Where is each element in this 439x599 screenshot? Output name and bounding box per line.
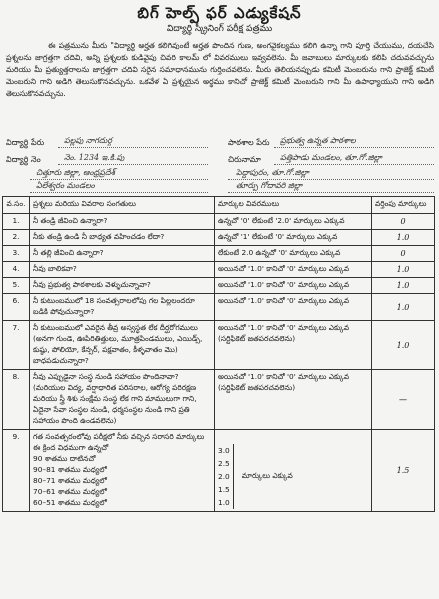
student-name-label: విద్యార్థి పేరు [6, 138, 45, 147]
row-marks-detail: లేకుంటే 2.0 ఉన్నచో '0' మార్కులు ఎక్కువ [215, 246, 372, 262]
grade-line: 70–61 శాతము మధ్యలో [33, 487, 107, 496]
page-subtitle: విద్యార్థి స్క్రీనింగ్ పరీక్ష పత్రము [166, 24, 273, 34]
row-score[interactable]: 0 [372, 214, 435, 230]
grade-line: 80–71 శాతము మధ్యలో [33, 476, 107, 485]
school-name-value[interactable]: ప్రభుత్వ ఉన్నత పాఠశాల [280, 136, 356, 145]
scale-label: మార్కులు ఎక్కువ [241, 471, 293, 480]
row-number: 6. [3, 294, 30, 321]
row-marks-detail [215, 430, 372, 512]
row-question: నీకు తండ్రి ఉండి నీ బాధ్యత వహించడం లేదా? [30, 230, 215, 246]
table-row [3, 294, 435, 321]
row-score[interactable]: 1.0 [372, 230, 435, 246]
row-score[interactable]: 0 [372, 246, 435, 262]
row-number: 5. [3, 278, 30, 294]
row9-intro: గత సంవత్సరంలోవు పరీక్షలో నీకు వచ్చిన సరాసరి మార్కులు ఈ క్రింద విధముగా ఉన్నచో [33, 432, 205, 452]
marks-scale [218, 444, 368, 509]
row-number: 7. [3, 321, 30, 370]
table-row [3, 230, 435, 246]
row-question: నీవు ఎప్పుడైనా సంస్థ నుండి సహాయం పొందినావా? (మరియుల విద్య, వర్షాధారిత పరిసరాల, ఆరోగ్య పరిరక్షణ మరియు స్త్రీ శిశు సంక్షేమ సంస్థ లేక గాని మాములుగా గాని, ఏదైనా సేవా సంస్థల నుండి, ధర్మసంస్థల నుండి గాని ప్రతి సహాయం పొంది ఉండవలెను) [30, 370, 215, 430]
row-number: 3. [3, 246, 30, 262]
row-number: 9. [3, 430, 30, 512]
col-header-question: ప్రశ్నలు మరియు వివరాల సంగతులు [30, 197, 215, 214]
row-score[interactable]: 1.5 [372, 430, 435, 512]
table-row [3, 214, 435, 230]
col-header-marks-detail: మార్కుల వివరములు [215, 197, 372, 214]
row-marks-text: అయినచో '1.0' కానిచో '0' మార్కులు ఎక్కువ [218, 372, 350, 381]
row-score[interactable]: — [372, 370, 435, 430]
row-number: 2. [3, 230, 30, 246]
table-header-row [3, 197, 435, 214]
row-marks-detail: ఉన్నచో '0' లేకుంటే '2.0' మార్కులు ఎక్కువ [215, 214, 372, 230]
row-marks-note: (సర్టిఫికెట్ జతపరచవలెను) [218, 334, 296, 343]
row-question: నీ కుటుంబములో ఎవరైన తీవ్ర అస్వస్థత లేక దీర్ఘరోగములు (అనగా గుండె, ఊపిరితిత్తులు, మూత్రపిండములు, ఎయిడ్స్, కుష్ఠు, పోలియో, కేన్సర్, పక్షవాతం, కీళ్ళవాతం మొ) బాధపడుచున్నారా? [30, 321, 215, 370]
row-question: నీ తల్లి జీవించి ఉన్నారా? [30, 246, 215, 262]
address-line-4b[interactable]: తూర్పు గోదావరి జిల్లా [236, 181, 303, 190]
row-question: నీవు బాలికవా? [30, 262, 215, 278]
row-score[interactable]: 1.0 [372, 278, 435, 294]
row-question: నీవు ప్రభుత్వ పాఠశాలకు వెళ్ళుచున్నావా? [30, 278, 215, 294]
form-row-names [6, 138, 434, 154]
row-score[interactable]: 1.0 [372, 321, 435, 370]
row-marks-detail: అయినచో '1.0' కానిచో '0' మార్కులు ఎక్కువ [215, 278, 372, 294]
school-name-label: పాఠశాల పేరు [228, 138, 270, 147]
table-row [3, 370, 435, 430]
student-name-value[interactable]: పల్లపు నాగదుర్గ [64, 136, 113, 145]
scale-values: 3.0 2.5 2.0 1.5 1.0 [218, 444, 234, 509]
grade-line: 60–51 శాతము మధ్యలో [33, 498, 107, 507]
student-no-label: విద్యార్థి నెం [6, 155, 41, 164]
row-marks-detail [215, 370, 372, 430]
grade-line: 90–81 శాతము మధ్యలో [33, 465, 107, 474]
row-marks-detail [215, 321, 372, 370]
row-number: 1. [3, 214, 30, 230]
address-line-3b[interactable]: పెద్దాపురం, తూ.గో.జిల్లా [236, 168, 309, 177]
row-marks-detail: ఉన్నచో '1' లేకుంటే '0' మార్కులు ఎక్కువ [215, 230, 372, 246]
row-question: నీ కుటుంబములో 18 సంవత్సరాలలోపు గల పిల్లలందరూ బడికి పోవుచున్నారా? [30, 294, 215, 321]
table-row [3, 278, 435, 294]
col-header-marks: వర్తింపు మార్కులు [372, 197, 435, 214]
instructions-paragraph: ఈ పత్రమును మీరు "విద్యార్థి అర్హత కలిగివుంటే అర్హత పొందిన గుణ, అంగవైకల్యము కలిగి ఉన్నా గాని పూర్తి చేయుము, దయచేసి ప్రశ్నలను జాగ్రత్తగా చదివి, అన్ని ప్రశ్నలకు కుడివైపు చివరి కాలమ్ లో వివరములు ఇవ్వవలెను. మీ జవాబులు మార్కులకు కలిపి చదువవచ్చును మరియు మీ ప్రత్యుత్తరాలను జాగ్రత్తగా చదివి సరైన సమాధానమును గుర్తించవలెను. మీరు తెలియనప్పుడు కమిటీ మెంబరును గాని ప్రాజెక్ట్ కమిటీ మెంబరుని గాని అడిగి తెలుసుకొనవచ్చును. ఒకవేళ ఏ ప్రశ్నయైన అర్థము కానిచో ప్రాజెక్ట్ కమిటీ మెంబరుని గాని మీ ఉపాధ్యాయుని గాని అడిగి తెలుసుకొనవచ్చును. [6, 41, 434, 98]
row-question: నీ తండ్రి జీవించి ఉన్నారా? [30, 214, 215, 230]
address-value[interactable]: పత్తిపాడు మండలం, తూ.గో.జిల్లా [280, 153, 382, 162]
row-score[interactable]: 1.0 [372, 294, 435, 321]
student-no-value[interactable]: నెం. 1234 ఇ.కి.పు [64, 153, 125, 162]
screening-table [2, 196, 435, 512]
row-number: 8. [3, 370, 30, 430]
row-score[interactable]: 1.0 [372, 262, 435, 278]
row-marks-detail: అయినచో '1.0' కానిచో '0' మార్కులు ఎక్కువ [215, 294, 372, 321]
address-line-4[interactable]: ఏలేశ్వరం మండలం [36, 181, 95, 190]
row-marks-text: అయినచో '1.0' కానిచో '0' మార్కులు ఎక్కువ [218, 323, 350, 332]
table-row [3, 430, 435, 512]
page-title: బిగ్ హెల్ప్ ఫర్ ఎడ్యుకేషన్ [137, 4, 302, 22]
table-row [3, 321, 435, 370]
address-line-3[interactable]: చిత్తూరు జిల్లా, ఆంధ్రప్రదేశ్ [36, 168, 115, 177]
row-number: 4. [3, 262, 30, 278]
row-question [30, 430, 215, 512]
table-row [3, 246, 435, 262]
table-row [3, 262, 435, 278]
row-marks-detail: అయినచో '1.0' కానిచో '0' మార్కులు ఎక్కువ [215, 262, 372, 278]
col-header-no: వ.సం. [3, 197, 30, 214]
row-marks-note: (సర్టిఫికెట్ జతపరచవలెను) [218, 383, 296, 392]
address-label: చిరునామా [228, 155, 261, 164]
grade-line: 90 శాతము దాటినచో [33, 454, 96, 463]
